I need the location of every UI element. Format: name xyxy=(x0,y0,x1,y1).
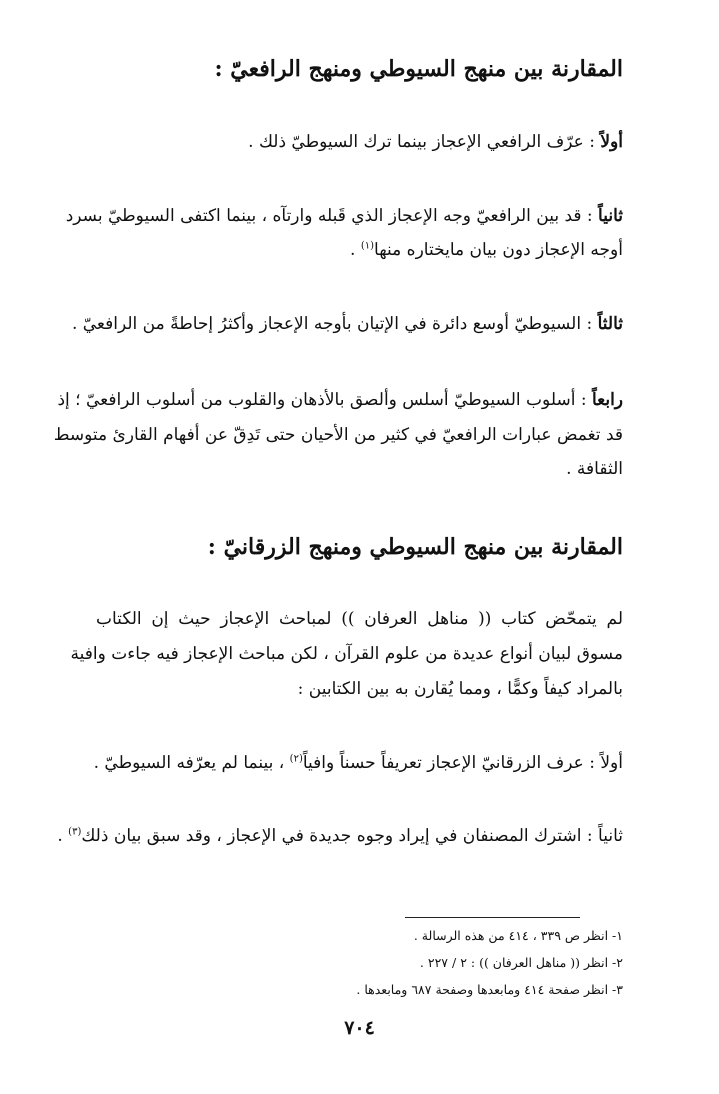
point-text: أوجه الإعجاز دون بيان مايختاره منها xyxy=(374,240,623,260)
footnote-ref: (٢) xyxy=(289,753,303,765)
footnote-2: ٢- انظر (( مناهل العرفان )) : ٢ / ٢٢٧ . xyxy=(419,955,623,970)
point-text: : عرّف الرافعي الإعجاز بينما ترك السيوطيّ ذلك . xyxy=(248,132,601,152)
paragraph-second-point-line1 xyxy=(65,206,623,226)
paragraph-first-point xyxy=(96,132,623,152)
point-text: : السيوطيّ أوسع دائرة في الإتيان بأوجه الإعجاز وأكثرُ إحاطةً من الرافعيّ . xyxy=(71,314,598,334)
zurqani-first-point xyxy=(93,753,623,773)
point-text: ثانياً : اشترك المصنفان في إيراد وجوه جديدة في الإعجاز ، وقد سبق بيان ذلك xyxy=(81,826,623,846)
footnote-ref: (٣) xyxy=(68,826,82,838)
intro-line3: بالمراد كيفاً وكمًّا ، ومما يُقارن به بين الكتابين : xyxy=(297,679,623,699)
section-heading-rafii: المقارنة بين منهج السيوطي ومنهج الرافعيّ : xyxy=(214,56,623,82)
paragraph-fourth-point-line2: قد تغمض عبارات الرافعيّ في كثير من الأحيان حتى تَدِقّ عن أفهام القارئ متوسط xyxy=(53,425,623,445)
footnote-1: ١- انظر ص ٣٣٩ ، ٤١٤ من هذه الرسالة . xyxy=(413,928,623,943)
section-heading-zurqani: المقارنة بين منهج السيوطي ومنهج الزرقانيّ : xyxy=(207,534,623,560)
footnote-divider xyxy=(405,917,580,918)
point-text: أولاً : عرف الزرقانيّ الإعجاز تعريفاً حسناً وافياً xyxy=(302,753,623,773)
point-label: أولاً xyxy=(600,132,623,152)
point-text-end: ، بينما لم يعرّفه السيوطيّ . xyxy=(93,753,290,773)
point-label: ثالثاً xyxy=(597,314,623,334)
paragraph-third-point xyxy=(71,314,623,334)
footnote-3: ٣- انظر صفحة ٤١٤ ومابعدها وصفحة ٦٨٧ ومابعدها . xyxy=(356,982,623,997)
footnote-ref: (١) xyxy=(360,240,375,252)
paragraph-second-point-line2 xyxy=(96,240,623,260)
point-text: : قد بين الرافعيّ وجه الإعجاز الذي قَبله وارتآه ، بينما اكتفى السيوطيّ بسرد xyxy=(65,206,599,226)
point-text: : أسلوب السيوطيّ أسلس وألصق بالأذهان والقلوب من أسلوب الرافعيّ ؛ إذ xyxy=(57,390,592,410)
paragraph-fourth-point-line3: الثقافة . xyxy=(566,459,623,479)
page-number: ٧٠٤ xyxy=(344,1017,375,1039)
point-label: رابعاً xyxy=(591,390,623,410)
zurqani-second-point xyxy=(57,826,623,846)
point-text-end: . xyxy=(350,240,361,260)
intro-line2: مسوق لبيان أنواع عديدة من علوم القرآن ، لكن مباحث الإعجاز فيه جاءت وافية xyxy=(70,644,623,664)
paragraph-fourth-point-line1 xyxy=(57,390,623,410)
intro-line1: لم يتمحّض كتاب (( مناهل العرفان )) لمباحث الإعجاز حيث إن الكتاب xyxy=(96,609,623,629)
point-text-end: . xyxy=(57,826,69,846)
point-label: ثانياً xyxy=(598,206,623,226)
